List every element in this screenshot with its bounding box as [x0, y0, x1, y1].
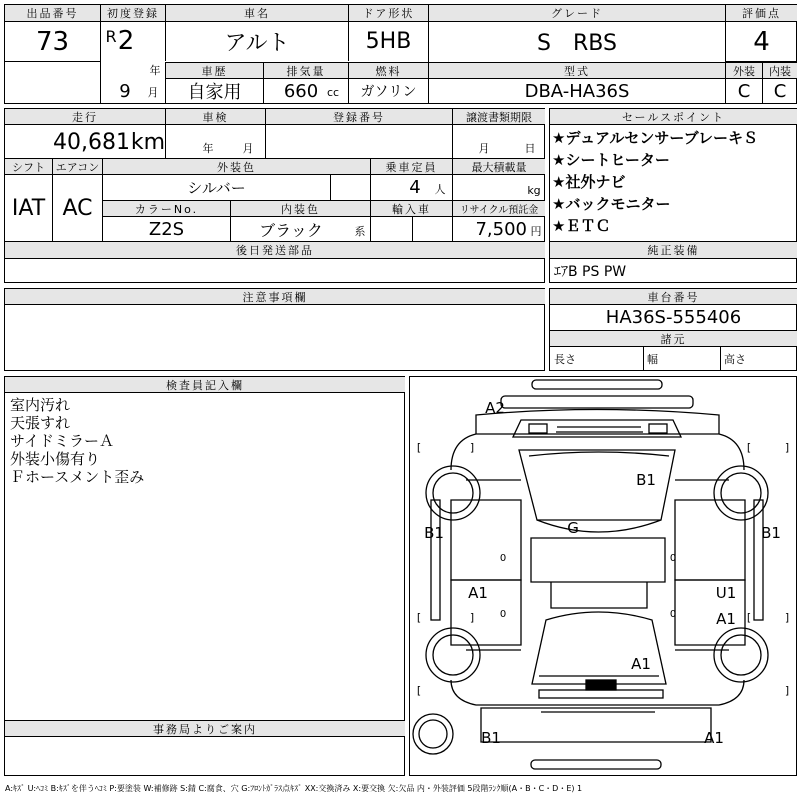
load-label: 最大積載量 — [453, 159, 545, 174]
displacement: 660 — [283, 80, 319, 102]
year-unit: 年 — [149, 64, 161, 77]
colorno: Z2S — [148, 218, 185, 240]
grade-label: グレード — [429, 5, 725, 21]
model-label: 型式 — [429, 63, 725, 78]
damage-mark: A1 — [716, 610, 736, 628]
fuel-label: 燃料 — [349, 63, 428, 78]
displacement-label: 排気量 — [264, 63, 348, 78]
inspection-year: 年 — [202, 142, 214, 155]
bracket: [ — [416, 610, 422, 624]
score-label: 評価点 — [726, 5, 797, 21]
recycle: 7,500 — [475, 218, 527, 240]
sales-point: ★シートヒーター — [552, 151, 670, 169]
genuine-label: 純正装備 — [550, 242, 797, 258]
color: シルバー — [187, 179, 246, 197]
inspector-note: 天張すれ — [10, 414, 71, 432]
zero-mark: 0 — [669, 608, 677, 620]
spec-width: 幅 — [647, 353, 658, 366]
door-type: 5HB — [365, 29, 412, 54]
load-unit: kg — [527, 183, 541, 197]
damage-mark: G — [567, 519, 579, 537]
bracket: ] — [469, 440, 475, 454]
capacity-label: 乗車定員 — [371, 159, 452, 174]
specs-label: 諸元 — [550, 331, 797, 346]
ext-grade: C — [737, 80, 751, 102]
lot-number: 73 — [35, 26, 70, 57]
interior-unit: 系 — [354, 225, 366, 238]
bracket: [ — [416, 440, 422, 454]
legend: A:ｷｽﾞ U:ﾍｺﾐ B:ｷｽﾞを伴うﾍｺﾐ P:要塗装 W:補修跡 S:錆 C:腐食、穴 G:ﾌﾛﾝﾄｶﾞﾗｽ点ｷｽﾞ XX:交換済み X:要交換 欠:欠品 内・外装評価 5段階ﾗﾝｸ順(A・B・C・D・E) 1 — [5, 784, 583, 793]
transfer-month: 月 — [478, 142, 490, 155]
int-grade: C — [773, 80, 787, 102]
bracket: [ — [746, 440, 752, 454]
month-unit: 月 — [147, 86, 159, 99]
genuine-equipment: ｴｱB PS PW — [554, 263, 627, 280]
ac-label: エアコン — [53, 159, 102, 174]
capacity-unit: 人 — [434, 183, 446, 196]
capacity: 4 — [409, 177, 421, 198]
inspection-label: 車検 — [166, 109, 265, 124]
door-label: ドア形状 — [349, 5, 428, 21]
mileage: 40,681 — [53, 129, 130, 155]
interior: ブラック — [259, 220, 323, 240]
bracket: ] — [469, 610, 475, 624]
model: DBA-HA36S — [524, 80, 630, 102]
spec-height: 高さ — [724, 353, 746, 366]
lot-label: 出品番号 — [5, 5, 100, 21]
colorno-label: カラーNo. — [103, 201, 230, 216]
chassis-label: 車台番号 — [550, 289, 797, 304]
car-name: アルト — [224, 31, 290, 56]
office-label: 事務局よりご案内 — [5, 721, 405, 736]
color-label: 外装色 — [103, 159, 370, 174]
spec-length: 長さ — [554, 353, 576, 366]
recycle-unit: 円 — [530, 225, 542, 238]
inspector-note: 室内汚れ — [10, 396, 71, 414]
recycle-label: リサイクル預託金 — [453, 201, 545, 216]
transfer-day: 日 — [524, 142, 536, 155]
zero-mark: 0 — [499, 608, 507, 620]
ac: AC — [62, 195, 93, 221]
reg-year: 2 — [117, 26, 135, 56]
sales-point: ★ＥＴＣ — [552, 217, 611, 235]
history-label: 車歴 — [166, 63, 263, 78]
shift-label: シフト — [5, 159, 52, 174]
mileage-unit: km — [130, 129, 166, 155]
chassis-number: HA36S-555406 — [605, 307, 742, 328]
shift: IAT — [11, 195, 46, 221]
inspector-note: 外装小傷有り — [10, 450, 101, 468]
bracket: ] — [784, 610, 790, 624]
damage-mark: B1 — [424, 524, 444, 542]
damage-mark: B1 — [481, 729, 501, 747]
interior-label: 内装色 — [231, 201, 370, 216]
displacement-unit: cc — [326, 85, 340, 99]
sales-point: ★デュアルセンサーブレーキＳ — [552, 129, 759, 147]
damage-mark: B1 — [636, 471, 656, 489]
damage-mark: B1 — [761, 524, 781, 542]
inspection-month: 月 — [242, 142, 254, 155]
reg-month: 9 — [119, 80, 131, 102]
era: R — [105, 26, 117, 46]
score: 4 — [753, 26, 770, 57]
plate-label: 登録番号 — [266, 109, 452, 124]
transfer-label: 譲渡書類期限 — [453, 109, 545, 124]
inspector-label: 検査員記入欄 — [5, 377, 405, 392]
damage-mark: A1 — [704, 729, 724, 747]
inspector-note: Ｆホースメント歪み — [10, 468, 145, 486]
zero-mark: 0 — [669, 552, 677, 564]
fuel: ガソリン — [360, 84, 417, 100]
history: 自家用 — [187, 82, 242, 103]
damage-mark: U1 — [715, 584, 737, 602]
bracket: ] — [784, 440, 790, 454]
sales-point: ★バックモニター — [552, 195, 671, 213]
damage-mark: A1 — [631, 655, 651, 673]
import-label: 輸入車 — [371, 201, 452, 216]
car-outline-diagram — [410, 377, 796, 775]
reg-label: 初度登録 — [101, 5, 165, 21]
sales-point: ★社外ナビ — [552, 173, 626, 191]
bracket: [ — [746, 610, 752, 624]
ext-label: 外装 — [726, 63, 762, 78]
notes-label: 注意事項欄 — [5, 289, 545, 304]
car-name-label: 車名 — [166, 5, 348, 21]
damage-mark: A2 — [485, 399, 505, 417]
sales-points-label: セールスポイント — [550, 109, 797, 124]
bracket: ] — [784, 683, 790, 697]
grade: S RBS — [537, 31, 617, 56]
bracket: [ — [416, 683, 422, 697]
later-parts-label: 後日発送部品 — [5, 242, 545, 258]
zero-mark: 0 — [499, 552, 507, 564]
damage-diagram — [409, 376, 797, 776]
damage-mark: A1 — [468, 584, 488, 602]
inspector-note: サイドミラーＡ — [10, 432, 114, 450]
int-label: 内装 — [763, 63, 797, 78]
mileage-label: 走行 — [5, 109, 165, 124]
